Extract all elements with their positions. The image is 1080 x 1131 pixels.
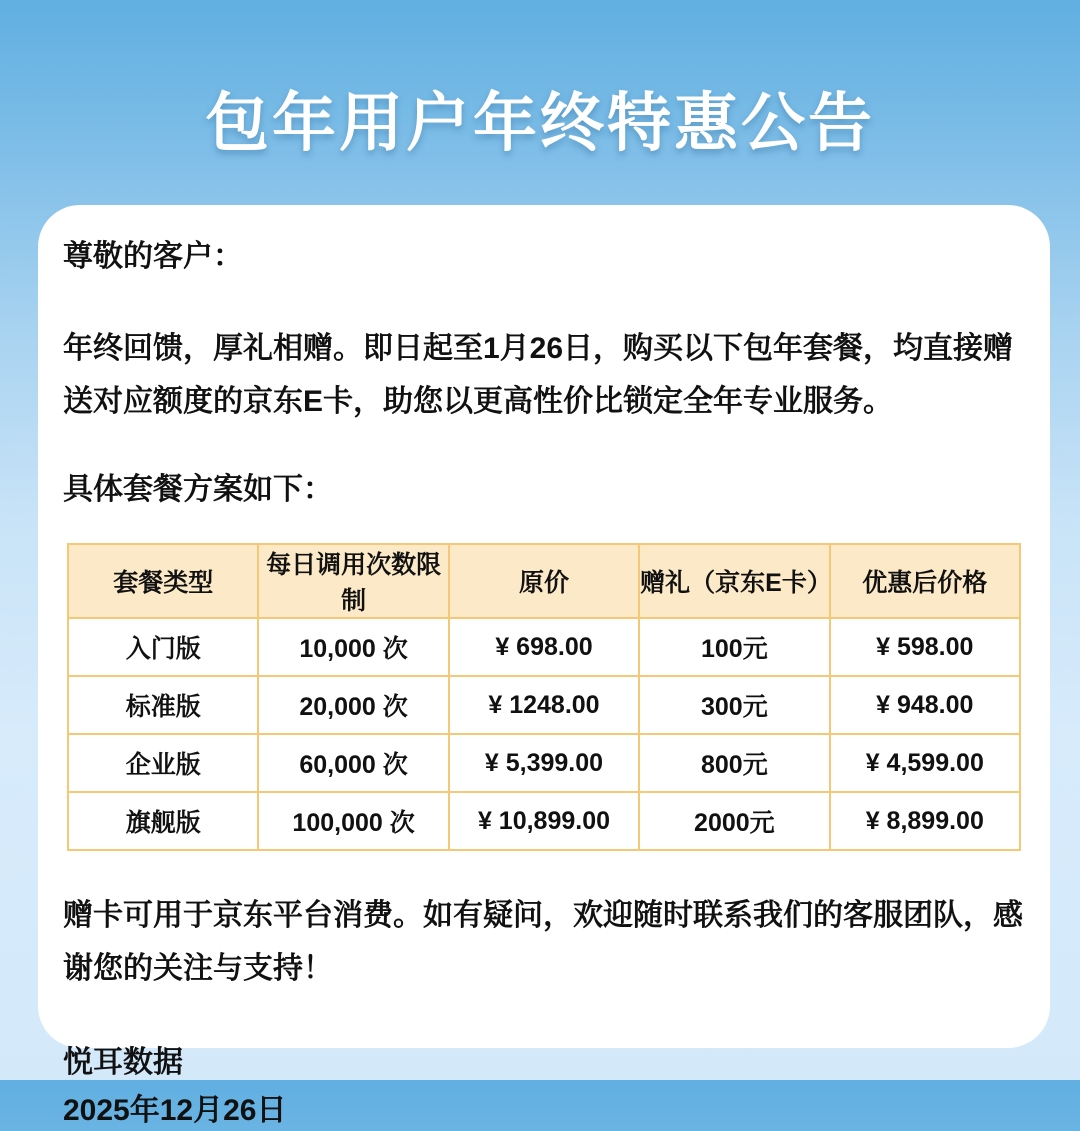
table-cell: 100,000 次	[258, 792, 448, 850]
table-cell: 100元	[639, 618, 829, 676]
table-lead-text: 具体套餐方案如下：	[63, 473, 333, 506]
table-cell: ¥ 5,399.00	[449, 734, 639, 792]
pricing-table-header	[68, 544, 1020, 618]
table-cell: ¥ 8,899.00	[830, 792, 1020, 850]
table-row	[68, 792, 1020, 850]
column-header: 赠礼（京东E卡）	[639, 544, 829, 618]
table-cell: 300元	[639, 676, 829, 734]
table-cell: 旗舰版	[68, 792, 258, 850]
column-header: 原价	[449, 544, 639, 618]
table-cell: 10,000 次	[258, 618, 448, 676]
table-cell: ¥ 948.00	[830, 676, 1020, 734]
table-row	[68, 618, 1020, 676]
table-cell: 企业版	[68, 734, 258, 792]
signature-text: 悦耳数据	[63, 1046, 183, 1079]
page-title: 包年用户年终特惠公告	[205, 87, 875, 159]
table-cell: 入门版	[68, 618, 258, 676]
salutation-text: 尊敬的客户：	[63, 240, 243, 273]
closing-paragraph: 赠卡可用于京东平台消费。如有疑问，欢迎随时联系我们的客服团队，感谢您的关注与支持！	[63, 899, 1023, 985]
column-header: 每日调用次数限制	[258, 544, 448, 618]
pricing-table	[67, 543, 1021, 851]
column-header: 优惠后价格	[830, 544, 1020, 618]
table-row	[68, 676, 1020, 734]
table-cell: ¥ 598.00	[830, 618, 1020, 676]
column-header: 套餐类型	[68, 544, 258, 618]
intro-paragraph: 年终回馈，厚礼相赠。即日起至1月26日，购买以下包年套餐，均直接赠送对应额度的京东E卡，助您以更高性价比锁定全年专业服务。	[63, 332, 1014, 418]
pricing-table-header-row	[68, 544, 1020, 618]
table-cell: ¥ 10,899.00	[449, 792, 639, 850]
table-cell: 2000元	[639, 792, 829, 850]
pricing-table-body	[68, 618, 1020, 850]
table-cell: ¥ 1248.00	[449, 676, 639, 734]
table-row	[68, 734, 1020, 792]
table-cell: 800元	[639, 734, 829, 792]
table-cell: 60,000 次	[258, 734, 448, 792]
date-text: 2025年12月26日	[63, 1094, 287, 1127]
table-cell: ¥ 4,599.00	[830, 734, 1020, 792]
table-cell: 标准版	[68, 676, 258, 734]
table-cell: ¥ 698.00	[449, 618, 639, 676]
announcement-card	[38, 205, 1050, 1127]
table-cell: 20,000 次	[258, 676, 448, 734]
